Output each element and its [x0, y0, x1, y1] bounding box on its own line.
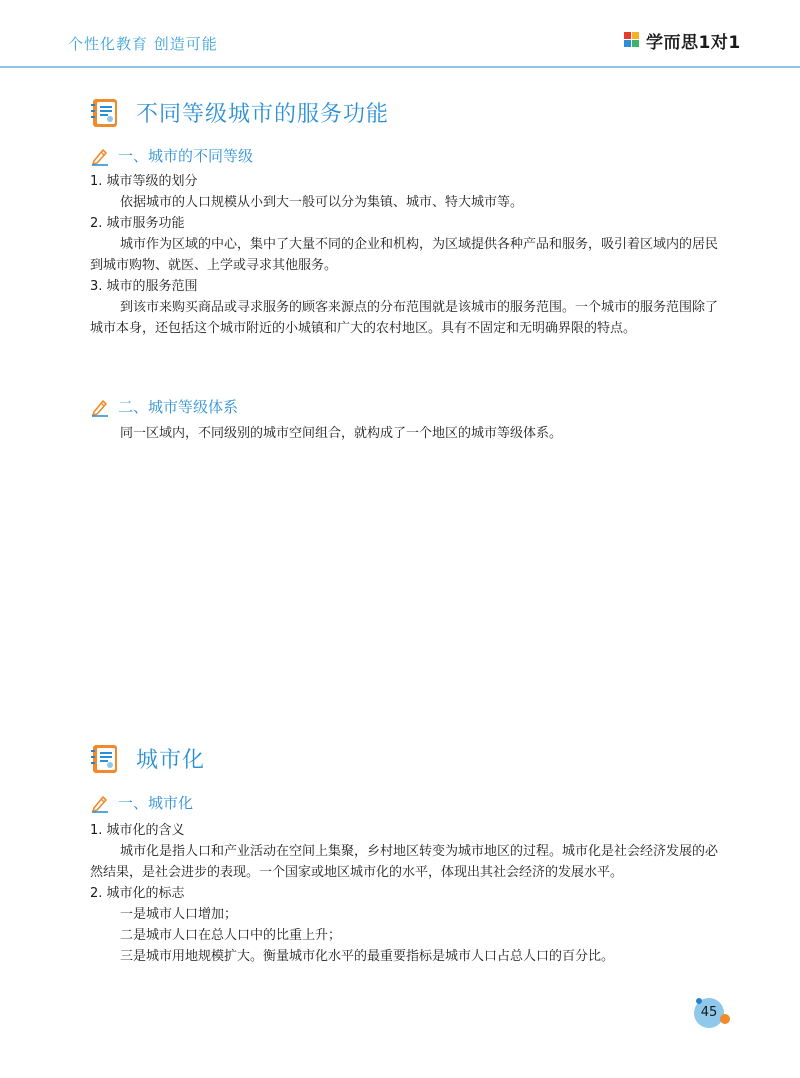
- section-title-text: 城市化: [136, 748, 206, 773]
- item-body: 城市作为区域的中心，集中了大量不同的企业和机构，为区域提供各种产品和服务，吸引着区域内的居民到城市购物、就医、上学或寻求其他服务。: [90, 237, 719, 273]
- subsection-title-text: 一、城市化: [118, 794, 194, 812]
- page-header: [0, 0, 800, 68]
- header-slogan: 个性化教育 创造可能: [68, 35, 218, 53]
- item-line: 二是城市人口在总人口中的比重上升；: [120, 928, 342, 943]
- pencil-icon: [90, 146, 110, 166]
- notebook-icon: [90, 98, 120, 128]
- item-heading: 1. 城市等级的划分: [90, 174, 198, 189]
- logo-text: 学而思1对1: [646, 33, 741, 53]
- item-heading: 2. 城市化的标志: [90, 886, 185, 901]
- item-heading: 1. 城市化的含义: [90, 823, 185, 838]
- section-title-2: [90, 743, 205, 774]
- subsection-title-urbanization: [90, 792, 193, 813]
- pencil-icon: [90, 793, 110, 813]
- item-line: 一是城市人口增加；: [120, 907, 238, 922]
- item-body: 同一区域内，不同级别的城市空间组合，就构成了一个地区的城市等级体系。: [120, 426, 563, 441]
- urbanization-content: [90, 820, 720, 967]
- subsection-title-text: 二、城市等级体系: [118, 398, 239, 416]
- subsection-title-city-grades: [90, 145, 253, 166]
- section-title-text: 不同等级城市的服务功能: [136, 102, 390, 127]
- header-divider: [0, 66, 800, 68]
- item-body: 城市化是指人口和产业活动在空间上集聚，乡村地区转变为城市地区的过程。城市化是社会经济发展的必然结果，是社会进步的表现。一个国家或地区城市化的水平，体现出其社会经济的发展水平。: [90, 844, 719, 880]
- decorative-dot: [696, 998, 702, 1004]
- notebook-icon: [90, 744, 120, 774]
- subsection-title-city-hierarchy: [90, 396, 238, 417]
- pinwheel-logo-icon: [624, 32, 642, 50]
- pencil-icon: [90, 397, 110, 417]
- brand-logo: [624, 28, 741, 53]
- item-heading: 3. 城市的服务范围: [90, 279, 198, 294]
- page-number: 45: [700, 1005, 718, 1020]
- subsection-title-text: 一、城市的不同等级: [118, 147, 254, 165]
- section-title-1: [90, 97, 389, 128]
- city-hierarchy-content: [90, 423, 720, 444]
- page-number-badge: [692, 996, 732, 1032]
- item-body: 到该市来购买商品或寻求服务的顾客来源点的分布范围就是该城市的服务范围。一个城市的服务范围除了城市本身，还包括这个城市附近的小城镇和广大的农村地区。具有不固定和无明确界限的特点。: [90, 300, 719, 336]
- item-line: 三是城市用地规模扩大。衡量城市化水平的最重要指标是城市人口占总人口的百分比。: [120, 949, 615, 964]
- item-heading: 2. 城市服务功能: [90, 216, 185, 231]
- city-grades-content: [90, 171, 720, 339]
- item-body: 依据城市的人口规模从小到大一般可以分为集镇、城市、特大城市等。: [120, 195, 524, 210]
